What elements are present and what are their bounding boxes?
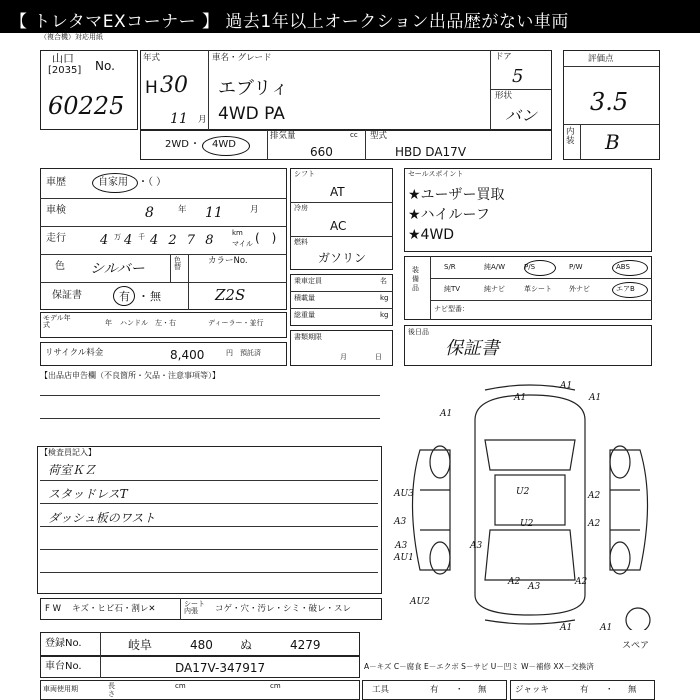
legend-prefix: F W [45, 604, 61, 614]
warranty-yes: 有 [119, 290, 130, 303]
airbag-circle [612, 282, 648, 298]
handle-label: ハンドル [120, 319, 148, 327]
jack-label: ジャッキ [515, 685, 549, 695]
mileage-mile: マイル [232, 240, 253, 248]
model-label: 型式 [370, 131, 388, 141]
registration-place: 岐阜 [128, 638, 153, 652]
model-year-label: モデル年式 [43, 314, 71, 329]
lot-no-label: No. [95, 59, 115, 73]
model-year-unit: 年 [105, 319, 112, 327]
damage-mark: A2 [588, 491, 601, 501]
recycle-value: 8,400 [170, 348, 205, 362]
mileage-km: km [232, 229, 243, 237]
equipment-label: 装備品 [412, 266, 419, 293]
capacity-unit: 名 [380, 277, 387, 285]
warranty-label: 保証書 [52, 290, 82, 301]
damage-mark: A3 [394, 517, 407, 527]
after-items-label: 後日品 [408, 328, 429, 336]
recycle-unit: 円 [226, 349, 233, 357]
year-month: 11 [170, 111, 188, 127]
ps-circle [524, 260, 556, 276]
weight-label: 総重量 [294, 311, 315, 319]
year-month-unit: 月 [198, 115, 207, 125]
shape-label: 形状 [495, 91, 513, 101]
chassis-label: 車台No. [45, 661, 82, 672]
history-value: 自家用 [98, 177, 128, 188]
damage-mark: A1 [560, 623, 573, 633]
docs-month-unit: 月 [340, 353, 347, 361]
warranty-no: 無 [150, 290, 161, 303]
damage-mark: U2 [520, 519, 534, 529]
equipment-item: 革シート [524, 285, 552, 293]
spare-label: スペア [622, 641, 650, 651]
color-no-value: Z2S [215, 286, 246, 304]
header-banner [0, 0, 700, 33]
equipment-item: エアB [616, 285, 635, 293]
capacity-label: 乗車定員 [294, 277, 322, 285]
drive-2wd: 2WD [165, 139, 189, 150]
registration-num1: 480 [190, 638, 213, 652]
registration-label: 登録No. [45, 638, 82, 649]
doors-value: 5 [512, 66, 524, 87]
car-grade: 4WD PA [218, 104, 285, 124]
dealer-label: ディーラー・並行 [208, 319, 264, 327]
history-rest: ・（ ） [138, 177, 167, 188]
recycle-note: 預託済 [240, 349, 261, 357]
damage-mark: AU1 [394, 553, 414, 563]
inspection-label: 車検 [46, 205, 66, 216]
shift-label: シフト [294, 170, 315, 178]
abs-circle [612, 260, 648, 276]
equipment-item: 純TV [444, 285, 461, 293]
car-name: エブリィ [218, 78, 289, 99]
mileage-man-unit: 万 [114, 233, 121, 241]
color-change-label: 色替 [174, 256, 181, 271]
inspector-note-2: スタッドレスT [48, 487, 128, 501]
registration-num2: 4279 [290, 638, 321, 652]
fuel-value: ガソリン [318, 251, 367, 265]
legend-seat-items: コゲ・穴・汚レ・シミ・破レ・スレ [215, 604, 352, 614]
damage-mark: A3 [395, 541, 408, 551]
header-title: 【 トレタマEXコーナー 】 過去1年以上オークション出品歴がない車両 [10, 12, 569, 32]
damage-mark: AU2 [410, 597, 430, 607]
damage-mark: A2 [508, 577, 521, 587]
car-damage-diagram [395, 380, 665, 630]
after-items-box [404, 325, 652, 366]
legend-codes: A－キズ C－腐食 E－エクボ S－サビ U－凹ミ W－補修 XX－交換済 [364, 662, 594, 671]
year-era: H [145, 78, 158, 98]
damage-mark: A2 [575, 577, 588, 587]
year-label: 年式 [143, 53, 161, 63]
mileage-label: 走行 [46, 233, 66, 244]
docs-day-unit: 日 [375, 353, 382, 361]
after-items-value: 保証書 [445, 338, 499, 359]
navi-label: ナビ型番： [434, 305, 469, 313]
displacement-value: 660 [310, 145, 333, 159]
model-value: HBD DA17V [395, 145, 467, 159]
car-label: 車名・グレード [212, 53, 272, 63]
legend-items: キズ・ヒビ石・割レ✕ [72, 604, 156, 614]
inspection-year-unit: 年 [178, 205, 187, 215]
damage-mark: A3 [470, 541, 483, 551]
damage-mark: A3 [528, 582, 541, 592]
handle-opts: 左・右 [155, 319, 176, 327]
ac-label: 冷房 [294, 204, 308, 212]
shape-value: バン [505, 106, 538, 125]
damage-mark: A1 [514, 393, 527, 403]
tread-label: 車両使用期 [43, 685, 78, 693]
year-value: 30 [160, 73, 188, 98]
lot-area: 山口 [52, 52, 74, 65]
selling-point-2: ★ハイルーフ [408, 207, 490, 223]
color-no-label: カラーNo. [208, 256, 248, 266]
inspector-notes-label: 【検査員記入】 [40, 448, 96, 457]
inspector-note-3: ダッシュ板のワスト [48, 511, 156, 525]
history-label: 車歴 [46, 177, 66, 188]
load-unit: kg [380, 294, 389, 302]
equipment-item: P/W [569, 263, 583, 271]
legend-seat-label: シート内張 [184, 600, 205, 615]
lot-number: 60225 [48, 92, 125, 120]
damage-mark: A2 [588, 519, 601, 529]
lot-code: [2035] [48, 65, 82, 76]
inspection-year: 8 [145, 205, 154, 221]
mileage-sen-unit: 千 [138, 233, 145, 241]
selling-point-1: ★ユーザー買取 [408, 187, 505, 203]
selling-point-3: ★4WD [408, 227, 455, 243]
equipment-item: 純A/W [484, 263, 506, 271]
doors-label: ドア [495, 52, 512, 62]
damage-mark: AU3 [394, 489, 414, 499]
drive-4wd: 4WD [212, 139, 236, 150]
equipment-item: P/S [524, 263, 536, 271]
interior-value: B [605, 130, 620, 154]
damage-mark: A1 [560, 381, 573, 391]
equipment-item: ABS [616, 263, 630, 271]
damage-mark: A1 [589, 393, 602, 403]
interior-label: 内装 [566, 127, 575, 146]
recycle-label: リサイクル料金 [45, 348, 104, 358]
damage-mark: U2 [516, 487, 530, 497]
shop-notes-label: 【出品店申告欄（不良箇所・欠品・注意事項等）】 [40, 371, 220, 380]
load-label: 積載量 [294, 294, 315, 302]
inspector-note-1: 荷室ＫＺ [48, 463, 97, 477]
inspection-month-unit: 月 [250, 205, 259, 215]
equipment-item: S/R [444, 263, 456, 271]
ac-value: AC [330, 219, 347, 233]
weight-unit: kg [380, 311, 389, 319]
chassis-value: DA17V-347917 [175, 661, 266, 675]
fuel-label: 燃料 [294, 238, 308, 246]
registration-kana: ぬ [240, 638, 253, 652]
tools-label: 工具 [372, 685, 390, 695]
score-label: 評価点 [588, 54, 614, 64]
equipment-item: 純ナビ [484, 285, 505, 293]
selling-points-label: セールスポイント [408, 170, 464, 178]
damage-mark: A1 [600, 623, 613, 633]
color-value: シルバー [90, 261, 145, 277]
score-value: 3.5 [590, 88, 629, 116]
displacement-unit: cc [350, 131, 358, 139]
equipment-item: 外ナビ [569, 285, 590, 293]
mileage-digits: 4 2 7 8 [150, 233, 217, 248]
inspection-month: 11 [205, 205, 223, 221]
tread-row [40, 680, 360, 700]
damage-mark: A1 [440, 409, 453, 419]
docs-label: 書類期限 [294, 333, 322, 341]
color-label: 色 [55, 261, 65, 272]
form-type: （複合機）対応用紙 [40, 33, 103, 41]
mileage-value-man: 4 [100, 233, 109, 248]
displacement-label: 排気量 [270, 131, 296, 141]
shift-value: AT [330, 185, 345, 199]
